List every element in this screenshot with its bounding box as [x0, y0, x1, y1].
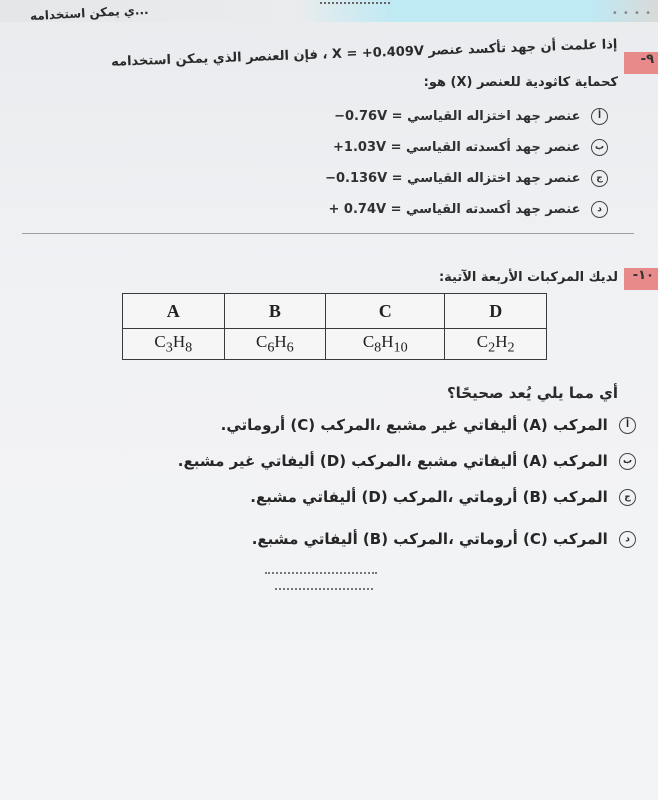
dotted-separator [265, 572, 377, 579]
formula-subscript: 6 [267, 339, 275, 356]
choice-marker: ب [619, 453, 636, 470]
header-cell-b: B [224, 294, 326, 329]
formula-cell-b [224, 329, 326, 360]
compounds-table [122, 293, 547, 360]
table-header-row [123, 294, 547, 329]
choice-marker: ج [619, 489, 636, 506]
formula-subscript: 10 [393, 339, 408, 356]
formula-element: C [154, 331, 166, 351]
choice-text: عنصر جهد اختزاله القياسي = ‎−0.136V [325, 171, 581, 186]
header-cell-a: A [123, 294, 225, 329]
formula-subscript: 6 [286, 339, 294, 356]
choice-marker: د [619, 531, 636, 548]
formula-element: H [172, 331, 186, 351]
formula-subscript: 2 [488, 339, 496, 356]
question-9-choice-d[interactable] [329, 201, 609, 218]
question-9-line2: كحماية كاثودية للعنصر (X) هو: [423, 75, 618, 90]
question-10-prompt: أي مما يلي يُعد صحيحًا؟ [446, 384, 618, 402]
choice-text: المركب (C) أروماتي ،المركب (B) أليفاتي مشبع. [251, 530, 608, 548]
choice-text: عنصر جهد أكسدته القياسي = ‎+1.03V [333, 140, 581, 155]
formula-element: H [495, 331, 508, 351]
choice-text: عنصر جهد اختزاله القياسي = ‎−0.76V [334, 109, 581, 124]
formula-cell-d [445, 329, 547, 360]
question-9-line1: إذا علمت أن جهد تأكسد عنصر X = +0.409V ، فإن العنصر الذي يمكن استخدامه [111, 37, 619, 70]
formula-subscript: 8 [374, 339, 382, 356]
question-10-choice-c[interactable] [250, 488, 636, 506]
question-9-number: ٩- [624, 52, 658, 74]
table-formula-row [123, 329, 547, 360]
formula-subscript: 3 [165, 339, 173, 356]
header-cell-c: C [326, 294, 445, 329]
question-10-choice-d[interactable] [252, 530, 636, 548]
question-9-choice-c[interactable] [325, 170, 608, 187]
formula-element: H [381, 331, 394, 351]
choice-marker: ب [591, 139, 608, 156]
question-10-choice-a[interactable] [221, 416, 636, 434]
choice-marker: أ [619, 417, 636, 434]
choice-text: عنصر جهد أكسدته القياسي = ‎+ 0.74V [328, 202, 581, 217]
choice-text: المركب (B) أروماتي ،المركب (D) أليفاتي مشبع. [250, 488, 608, 506]
question-9-choice-a[interactable] [334, 108, 608, 125]
question-10-intro: لديك المركبات الأربعة الآتية: [438, 270, 618, 285]
question-10-choice-b[interactable] [178, 452, 636, 470]
formula-element: C [476, 331, 489, 351]
choice-marker: ج [591, 170, 608, 187]
choice-marker: د [591, 201, 608, 218]
choice-text: المركب (A) أليفاتي غير مشبع ،المركب (C) أروماتي. [220, 416, 608, 434]
question-9-choice-b[interactable] [333, 139, 608, 156]
formula-element: H [274, 331, 287, 351]
formula-cell-c [326, 329, 445, 360]
formula-subscript: 8 [185, 339, 193, 356]
choice-text: المركب (A) أليفاتي مشبع ،المركب (D) أليفاتي غير مشبع. [177, 452, 608, 470]
corner-dots: • • • • [611, 8, 652, 19]
header-fragment: ...ي يمكن استخدامه [29, 2, 149, 24]
formula-cell-a [123, 329, 225, 360]
question-10-number: ١٠- [624, 268, 658, 290]
dotted-separator [320, 2, 390, 9]
formula-subscript: 2 [507, 339, 515, 356]
choice-marker: أ [591, 108, 608, 125]
formula-element: C [255, 331, 268, 351]
header-cell-d: D [445, 294, 547, 329]
section-divider [22, 233, 634, 234]
dotted-separator [275, 588, 373, 595]
formula-element: C [362, 331, 375, 351]
